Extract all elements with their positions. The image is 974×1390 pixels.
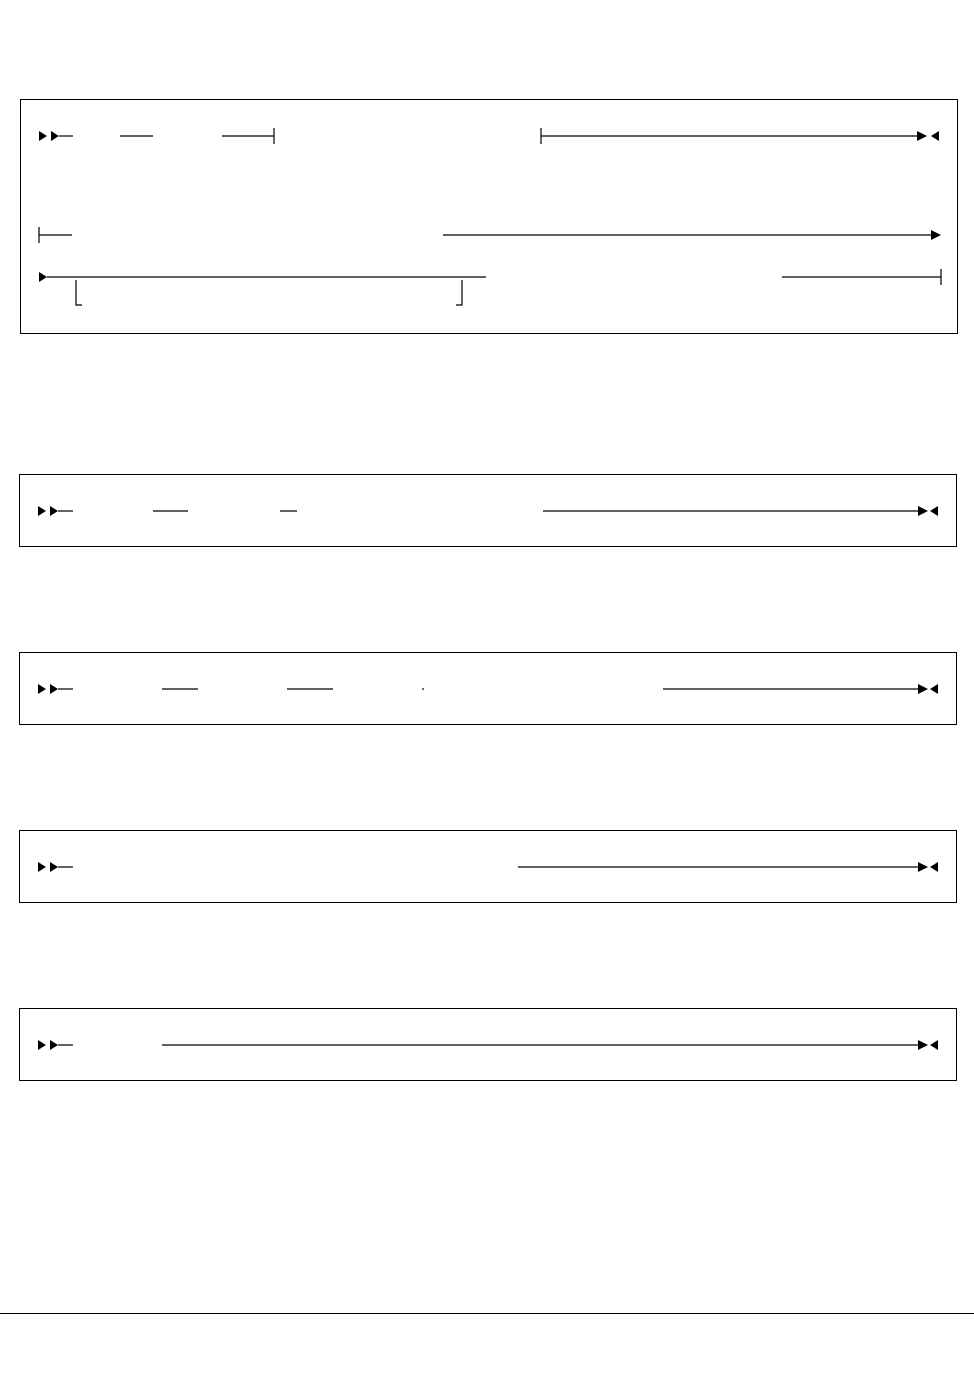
double-arrow-end-icon — [930, 862, 938, 872]
syntax-diagram-5-graphic — [20, 1009, 958, 1082]
syntax-diagram-2 — [19, 474, 957, 547]
double-arrow-start-icon — [38, 684, 58, 694]
arrow-right-icon — [39, 272, 47, 282]
double-arrow-start-icon — [38, 1040, 58, 1050]
arrow-right-icon — [918, 506, 928, 516]
syntax-diagram-2-graphic — [20, 475, 958, 548]
double-arrow-end-icon — [930, 684, 938, 694]
double-arrow-end-icon — [931, 131, 939, 141]
arrow-right-icon — [918, 862, 928, 872]
arrow-right-icon — [918, 684, 928, 694]
syntax-diagram-5 — [19, 1008, 957, 1081]
syntax-diagram-3-graphic — [20, 653, 958, 726]
double-arrow-end-icon — [930, 1040, 938, 1050]
double-arrow-start-icon — [39, 131, 59, 141]
syntax-diagram-4-graphic — [20, 831, 958, 904]
arrow-right-icon — [917, 131, 927, 141]
page-footer-rule — [0, 1313, 974, 1314]
double-arrow-start-icon — [38, 862, 58, 872]
arrow-right-icon — [931, 230, 941, 240]
double-arrow-start-icon — [38, 506, 58, 516]
optional-bracket — [76, 280, 462, 305]
syntax-diagram-4 — [19, 830, 957, 903]
syntax-diagram-3 — [19, 652, 957, 725]
double-arrow-end-icon — [930, 506, 938, 516]
syntax-diagram-1 — [20, 99, 958, 334]
arrow-right-icon — [918, 1040, 928, 1050]
syntax-diagram-1-graphic — [21, 100, 959, 335]
